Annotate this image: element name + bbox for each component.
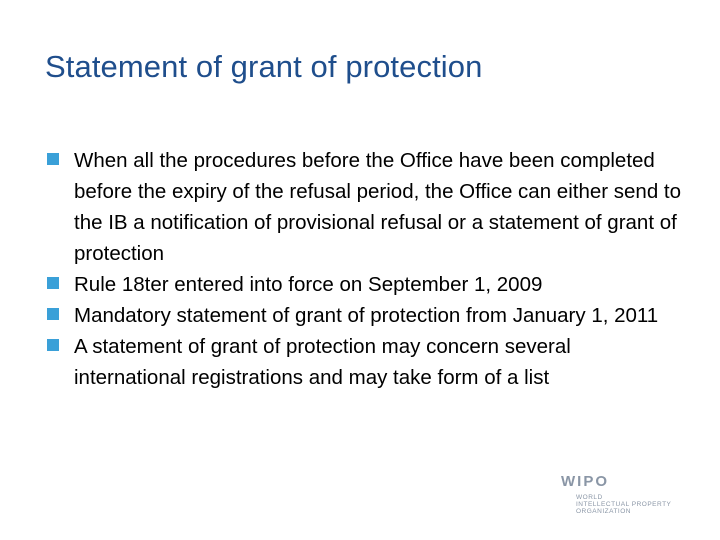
slide-title: Statement of grant of protection xyxy=(45,49,483,84)
bullet-list xyxy=(47,145,687,393)
logo-line-organization: ORGANIZATION xyxy=(576,508,631,515)
bullet-text: When all the procedures before the Office have been completed before the expiry of the refusal period, the Office can either send to the IB a notification of provisional refusal or a statement of grant of protection xyxy=(74,149,682,265)
logo-line-intellectual-property: INTELLECTUAL PROPERTY xyxy=(576,501,672,508)
bullet-item xyxy=(47,269,687,300)
square-bullet-icon xyxy=(47,153,59,165)
square-bullet-icon xyxy=(47,339,59,351)
wipo-logo xyxy=(561,474,696,524)
bullet-item xyxy=(47,300,687,331)
bullet-item xyxy=(47,331,687,393)
bullet-text: Rule 18ter entered into force on September 1, 2009 xyxy=(74,273,543,296)
logo-wordmark: WIPO xyxy=(561,473,609,490)
square-bullet-icon xyxy=(47,277,59,289)
square-bullet-icon xyxy=(47,308,59,320)
bullet-item xyxy=(47,145,687,269)
bullet-text: Mandatory statement of grant of protection from January 1, 2011 xyxy=(74,304,659,327)
logo-line-world: WORLD xyxy=(576,494,603,501)
bullet-text: A statement of grant of protection may concern several international registrations and may take form of a list xyxy=(74,335,571,389)
